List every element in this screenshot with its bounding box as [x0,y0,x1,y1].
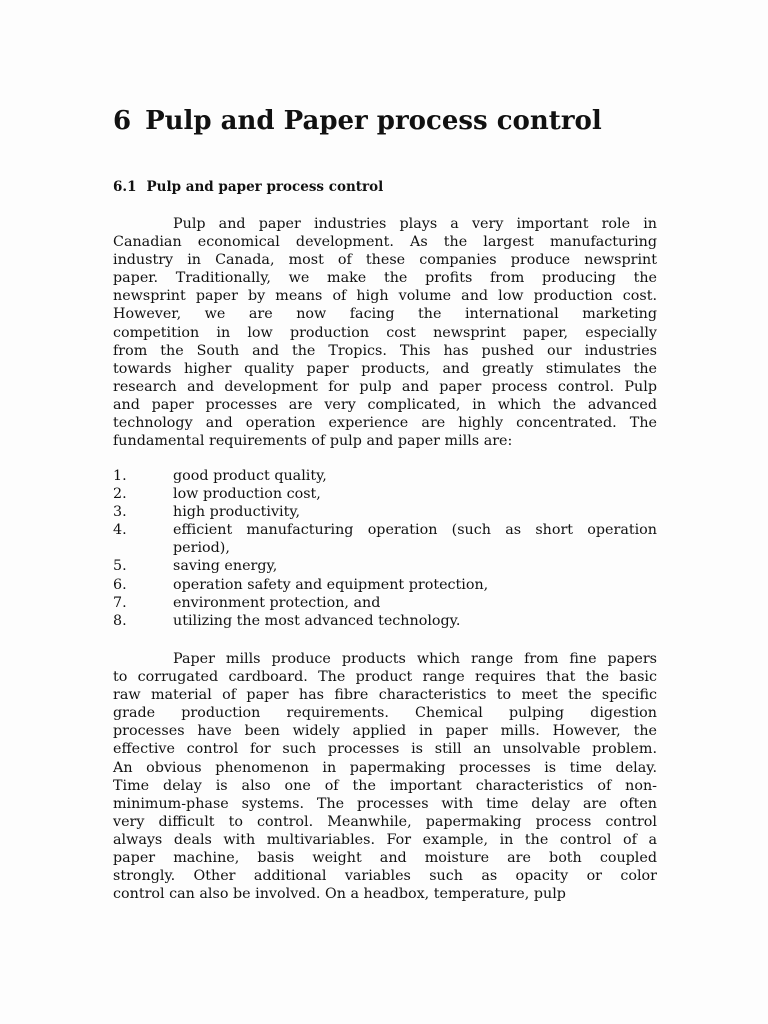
list-item [113,539,657,557]
paragraph-line: strongly. Other additional variables such as opacity or color [113,868,657,885]
paragraph-1 [113,215,657,450]
list-item-number [113,539,173,557]
paragraph-line: Pulp and paper industries plays a very important role in [173,216,657,232]
paragraph-line: Canadian economical development. As the largest manufacturing [113,234,657,251]
paragraph-line: industry in Canada, most of these companies produce newsprint [113,252,657,269]
paragraph-line: An obvious phenomenon in papermaking processes is time delay. [113,759,657,776]
list-item-number: 2. [113,486,127,503]
list-item-text: high productivity, [173,504,301,521]
paragraph-line: minimum-phase systems. The processes with time delay are often [113,795,657,812]
paragraph-line: towards higher quality paper products, and greatly stimulates the [113,360,657,377]
paragraph-line: to corrugated cardboard. The product range requires that the basic [113,669,657,686]
list-item [113,485,657,503]
list-item-text: utilizing the most advanced technology. [173,612,461,629]
list-item-text: low production cost, [173,486,321,503]
paragraph-2 [113,650,657,903]
paragraph-line: always deals with multivariables. For example, in the control of a [113,831,657,848]
list-item-number: 8. [113,612,127,629]
list-item-number: 5. [113,558,127,575]
paragraph-line: grade production requirements. Chemical pulping digestion [113,705,657,722]
list-item-number: 1. [113,468,127,484]
paragraph-line: and paper processes are very complicated, in which the advanced [113,396,657,413]
list-item-text: efficient manufacturing operation (such as short operation [173,522,657,539]
paragraph-line: from the South and the Tropics. This has pushed our industries [113,342,657,359]
requirements-list [113,467,657,630]
paragraph-line: Paper mills produce products which range from fine papers [173,651,657,667]
paragraph-line: However, we are now facing the international marketing [113,306,657,323]
list-item-text: good product quality, [173,468,327,484]
paragraph-line: very difficult to control. Meanwhile, papermaking process control [113,813,657,830]
paragraph-line: research and development for pulp and paper process control. Pulp [113,378,657,395]
paragraph-line: technology and operation experience are highly concentrated. The [113,415,657,432]
paragraph-line: newsprint paper by means of high volume and low production cost. [113,288,657,305]
list-item [113,557,657,575]
paragraph-line: effective control for such processes is still an unsolvable problem. [113,741,657,758]
section-heading [113,179,383,195]
list-item-number: 7. [113,594,127,611]
chapter-title: Pulp and Paper process control [145,106,602,136]
list-item [113,503,657,521]
chapter-number: 6 [113,106,132,136]
list-item-number: 6. [113,576,127,593]
paragraph-line: paper. Traditionally, we make the profits from producing the [113,270,657,287]
list-item-text: operation safety and equipment protection, [173,576,489,593]
list-item-text: saving energy, [173,558,278,575]
list-item [113,612,657,630]
list-item [113,467,657,485]
list-item-number: 3. [113,504,127,521]
paragraph-line: fundamental requirements of pulp and paper mills are: [113,433,513,450]
list-item [113,594,657,612]
paragraph-line: raw material of paper has fibre characteristics to meet the specific [113,687,657,704]
paragraph-line: control can also be involved. On a headbox, temperature, pulp [113,886,566,903]
list-item [113,576,657,594]
list-item [113,521,657,539]
paragraph-line: competition in low production cost newsprint paper, especially [113,324,657,341]
section-number: 6.1 [113,179,137,195]
list-item-text: environment protection, and [173,594,381,611]
list-item-text: period), [173,540,230,557]
paragraph-line: paper machine, basis weight and moisture are both coupled [113,850,657,867]
list-item-number: 4. [113,522,127,539]
paragraph-line: processes have been widely applied in paper mills. However, the [113,723,657,740]
paragraph-line: Time delay is also one of the important characteristics of non- [113,777,657,794]
section-title: Pulp and paper process control [146,179,384,195]
chapter-heading [113,106,602,136]
